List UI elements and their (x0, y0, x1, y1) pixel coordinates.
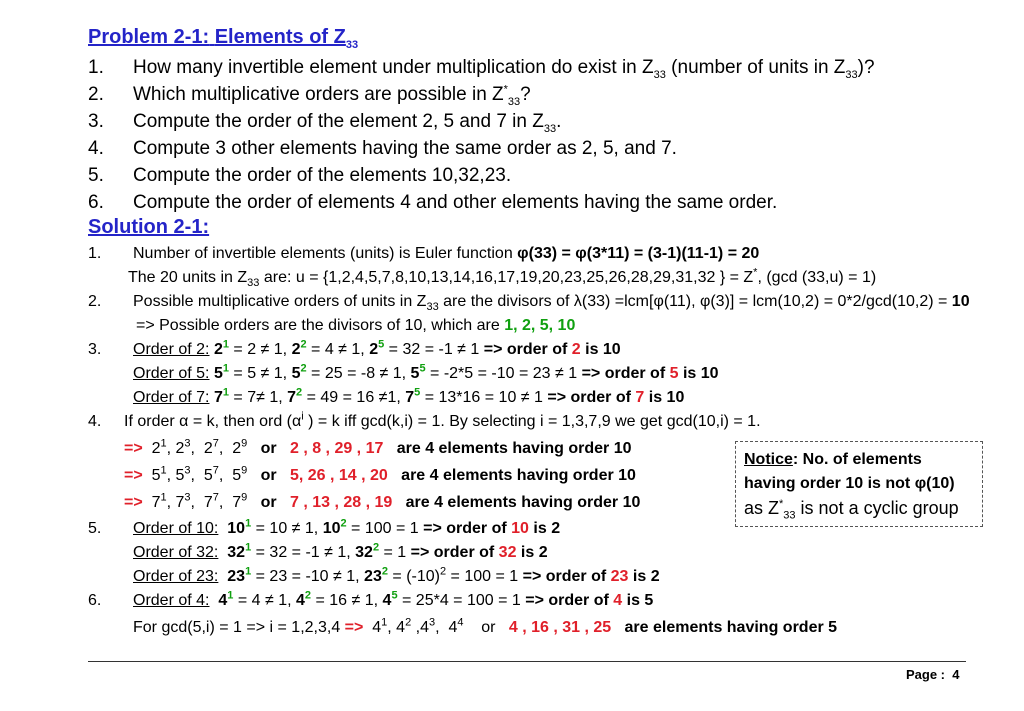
question-text: Compute the order of the element 2, 5 and 7 in $Z_{33}$. (133, 111, 562, 135)
footer-divider (88, 661, 966, 662)
question-number: 3. (88, 111, 104, 132)
question-text: Compute the order of the elements 10,32,23. (133, 165, 512, 186)
notice-box (735, 441, 983, 527)
notice-line-1: Notice: No. of elements (744, 451, 922, 468)
question-number: 4. (88, 138, 104, 159)
question-text: How many invertible element under multiplication do exist in $Z_{33}$ (number of units in $Z_{33}$)? (133, 57, 875, 81)
question-number: 2. (88, 84, 104, 105)
problem-label: Problem 2-1: (88, 26, 210, 48)
solution-heading: Solution 2-1: (88, 216, 210, 238)
problem-title (88, 26, 359, 51)
question-number: 1. (88, 57, 104, 78)
page-number: Page : 4 (906, 667, 960, 682)
notice-line-2: having order 10 is not φ(10) (744, 475, 955, 492)
question-text: Compute the order of elements 4 and other elements having the same order. (133, 192, 778, 213)
notice-line-3: as $Z^*_{33}$ is not a cyclic group (744, 498, 959, 522)
question-text: Compute 3 other elements having the same order as 2, 5, and 7. (133, 138, 677, 159)
question-text: Which multiplicative orders are possible in $Z^*_{33}$? (133, 83, 531, 108)
question-number: 5. (88, 165, 104, 186)
problem-title-sub: 33 (345, 39, 359, 51)
question-number: 6. (88, 192, 104, 213)
problem-title-text: Elements of Z (214, 26, 346, 48)
